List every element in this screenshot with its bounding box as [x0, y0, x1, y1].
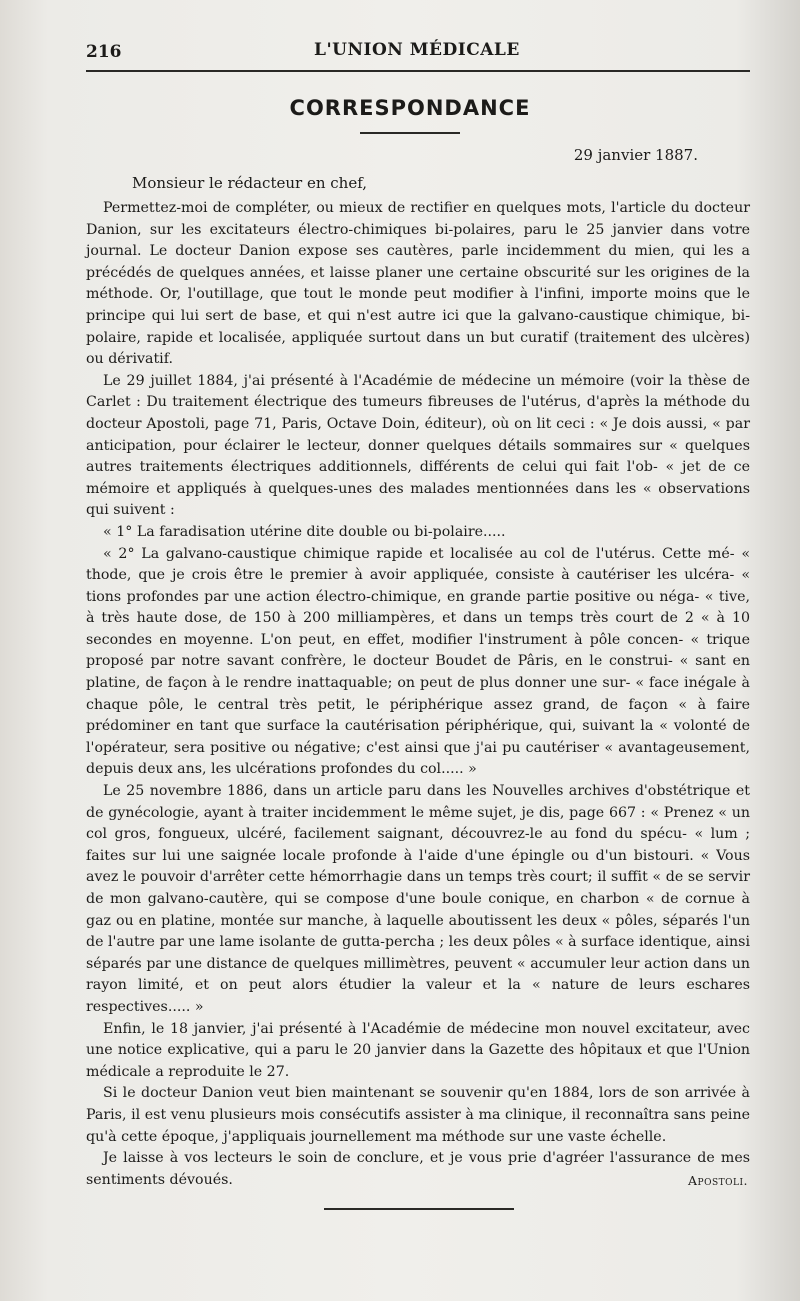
- closing-rule: [324, 1208, 514, 1210]
- salutation: Monsieur le rédacteur en chef,: [132, 174, 367, 192]
- letter-date: 29 janvier 1887.: [573, 146, 698, 164]
- page-number: 216: [86, 42, 122, 62]
- section-title: CORRESPONDANCE: [289, 96, 531, 120]
- running-head: [86, 36, 750, 66]
- paragraph: Enfin, le 18 janvier, j'ai présenté à l'Académie de médecine mon nouvel excitateur, avec une notice explicative, qui a paru le 20 janvier dans la Gazette des hôpitaux et que l'Union médicale a reproduite le 27.: [86, 1020, 750, 1080]
- quoted-paragraph: « 2° La galvano-caustique chimique rapide et localisée au col de l'utérus. Cette mé- « thode, que je crois être le premier à avoir appliquée, consiste à cautériser les ulcéra- « tions profondes par une action électro-chimique, en grande partie positive ou néga- « tive, à très haute dose, de 150 à 200 milliampères, et dans un temps très court de 2 « à 10 secondes en moyenne. L'on peut, en effet, modifier l'instrument à pôle concen- « trique proposé par notre savant confrère, le docteur Boudet de Pâris, en le construi- « sant en platine, de façon à le rendre inattaquable; on peut de plus donner une sur- « face inégale à chaque pôle, le central très petit, le périphérique assez grand, de façon « à faire prédominer en tant que surface la cautérisation périphérique, qui, suivant la « volonté de l'opérateur, sera positive ou négative; c'est ainsi que j'ai pu cautériser « avantageusement, depuis deux ans, les ulcérations profondes du col..... »: [86, 545, 750, 778]
- paragraph: Permettez-moi de compléter, ou mieux de rectifier en quelques mots, l'article du docteur Danion, sur les excitateurs électro-chimiques bi-polaires, paru le 25 janvier dans votre journal. Le docteur Danion expose ses cautères, parle incidemment du mien, qui les a précédés de quelques années, et laisse planer une certaine obscurité sur les origines de la méthode. Or, l'outillage, que tout le monde peut modifier à l'infini, importe moins que le principe qui lui sert de base, et qui n'est autre ici que la galvano-caustique chimique, bi-polaire, rapide et localisée, appliquée surtout dans un but curatif (traitement des ulcères) ou dérivatif.: [86, 200, 750, 368]
- quoted-paragraph: « 1° La faradisation utérine dite double ou bi-polaire.....: [103, 523, 506, 540]
- paragraph: Si le docteur Danion veut bien maintenant se souvenir qu'en 1884, lors de son arrivée à Paris, il est venu plusieurs mois consécutifs assister à ma clinique, il reconnaîtra sans peine qu'à cette époque, j'appliquais journellement ma méthode sur une vaste échelle.: [86, 1085, 750, 1145]
- journal-title: L'UNION MÉDICALE: [314, 40, 520, 60]
- paragraph: Le 29 juillet 1884, j'ai présenté à l'Académie de médecine un mémoire (voir la thèse de Carlet : Du traitement électrique des tumeurs fibreuses de l'utérus, d'après la méthode du docteur Apostoli, page 71, Paris, Octave Doin, éditeur), où on lit ceci : « Je dois aussi, « par anticipation, pour éclairer le lecteur, donner quelques détails sommaires sur « quelques autres traitements électriques additionnels, différents de celui qui fait l'ob- « jet de ce mémoire et appliqués à quelques-unes des malades mentionnées dans les « observations qui suivent :: [86, 372, 750, 519]
- letter-body: [86, 198, 750, 1191]
- paragraph: Le 25 novembre 1886, dans un article paru dans les Nouvelles archives d'obstétrique et de gynécologie, ayant à traiter incidemment le même sujet, je dis, page 667 : « Prenez « un col gros, fongueux, ulcéré, facilement saignant, découvrez-le au fond du spécu- « lum ; faites sur lui une saignée locale profonde à l'aide d'une épingle ou d'un bistouri. « Vous avez le pouvoir d'arrêter cette hémorrhagie dans un temps très court; il suffit « de se servir de mon galvano-cautère, qui se compose d'une boule conique, en charbon « de cornue à gaz ou en platine, montée sur manche, à laquelle aboutissent les deux « pôles, séparés l'un de l'autre par une lame isolante de gutta-percha ; les deux pôles « à surface identique, ainsi séparés par une distance de quelques millimètres, peuvent « accumuler leur action dans un rayon limité, et on peut alors étudier la valeur et la « nature de leurs eschares respectives..... »: [86, 783, 750, 1015]
- paragraph: Je laisse à vos lecteurs le soin de conclure, et je vous prie d'agréer l'assurance de mes sentiments dévoués.: [86, 1150, 750, 1188]
- header-rule: [86, 70, 750, 72]
- signature: Apostoli.: [687, 1173, 748, 1188]
- title-rule: [360, 132, 460, 134]
